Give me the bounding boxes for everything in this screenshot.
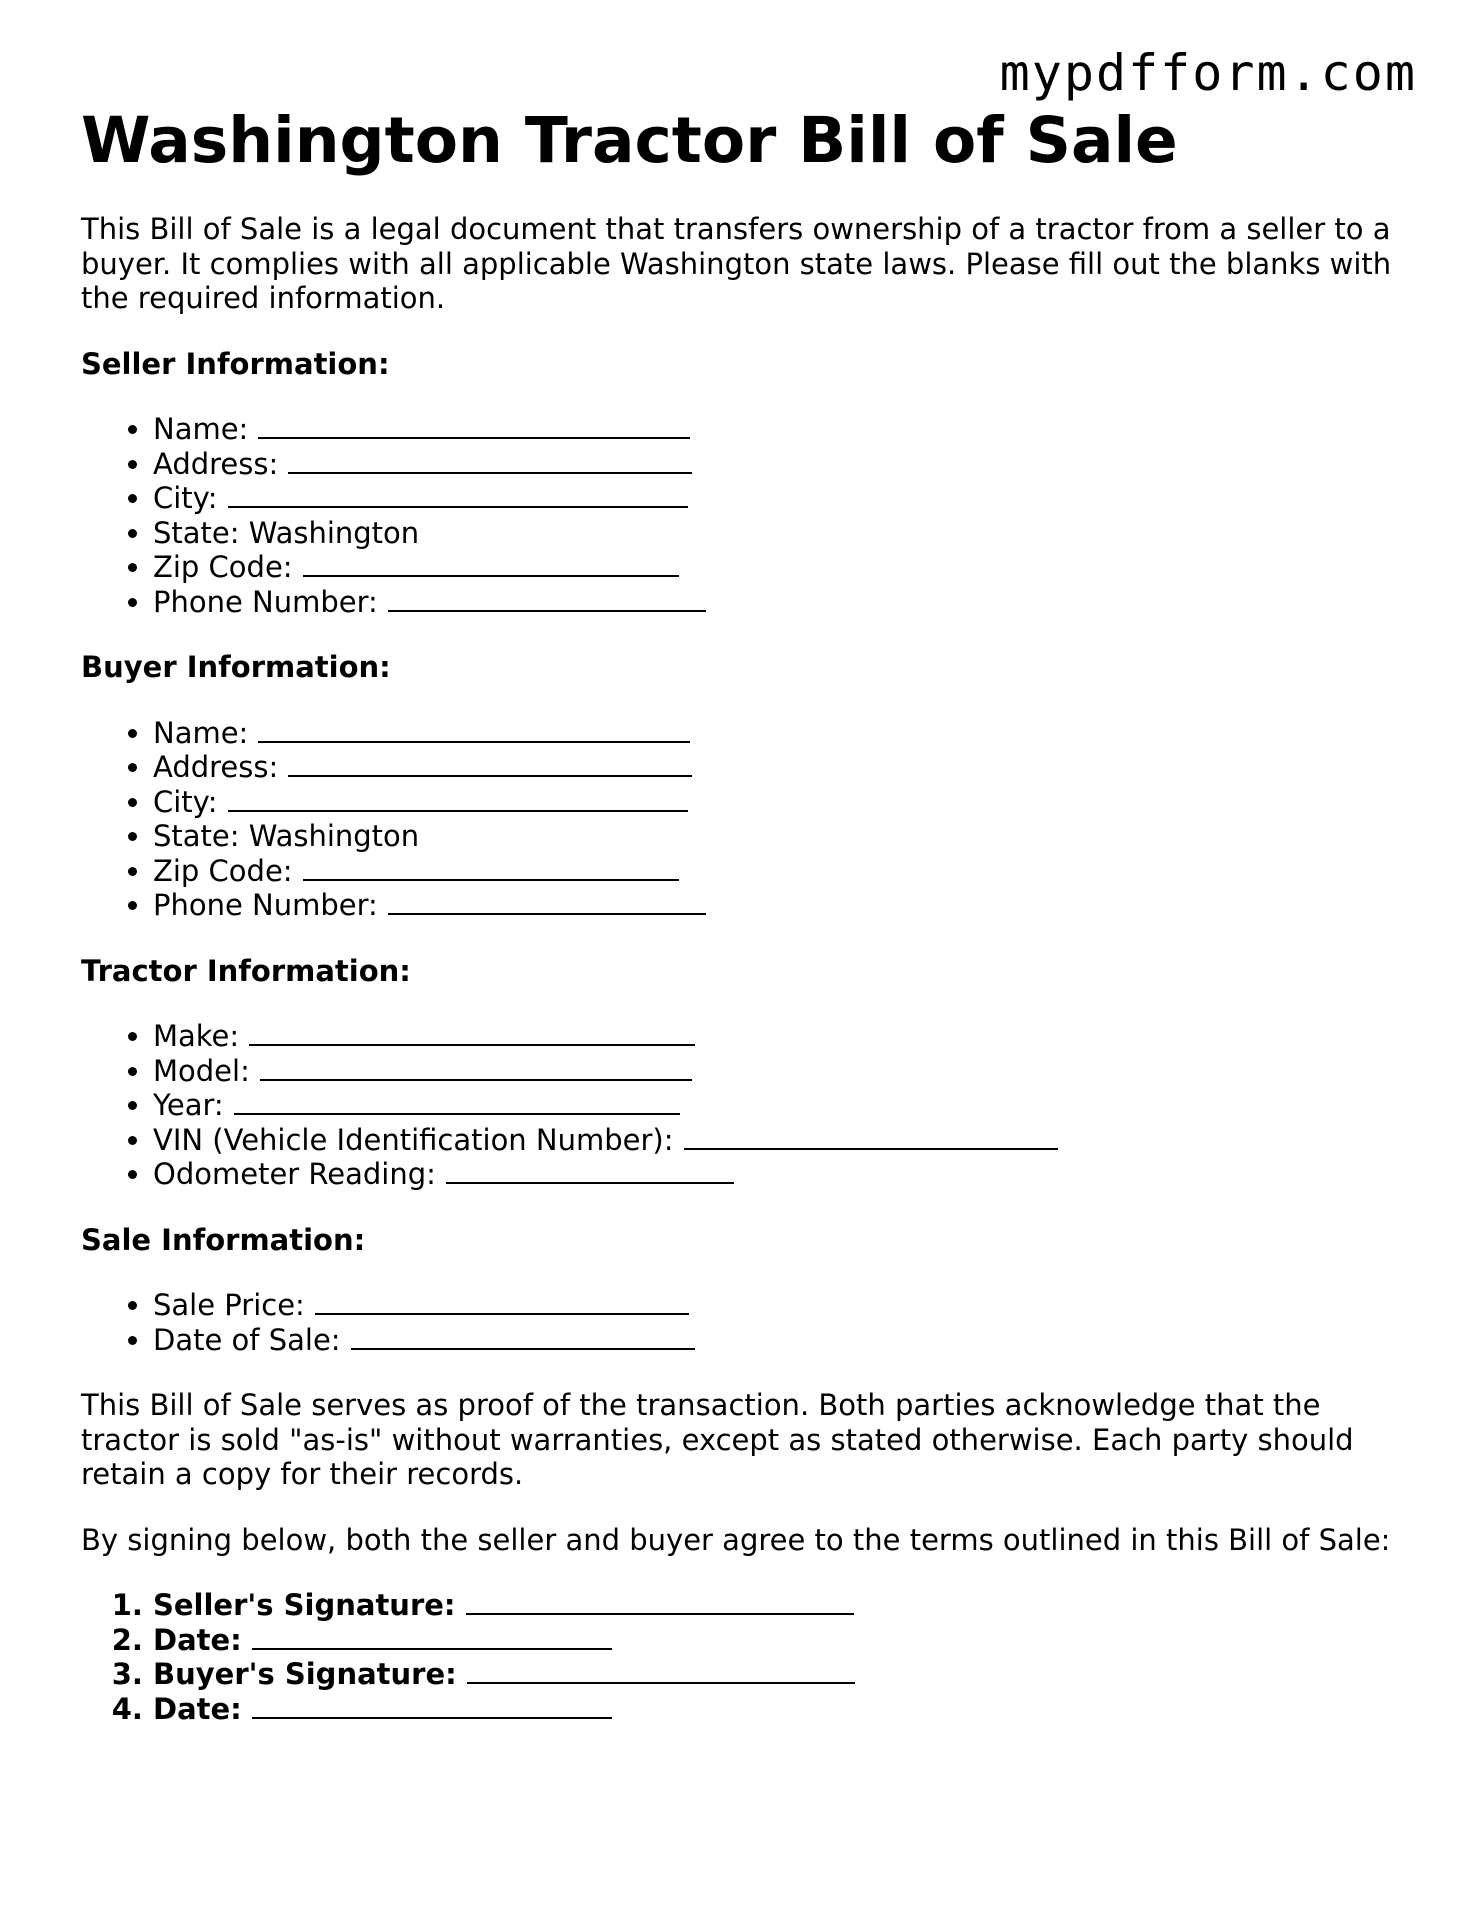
list-item	[153, 1657, 1421, 1692]
seller-signature-field[interactable]	[466, 1589, 854, 1615]
tractor-make-label: Make:	[153, 1019, 240, 1053]
tractor-model-label: Model:	[153, 1053, 250, 1088]
tractor-odometer-field[interactable]	[446, 1158, 734, 1184]
buyer-name-label: Name:	[153, 715, 249, 750]
list-item	[153, 1123, 1421, 1158]
tractor-year-field[interactable]	[234, 1089, 680, 1115]
list-item	[153, 412, 1421, 447]
page-title: Washington Tractor Bill of Sale	[81, 104, 1178, 177]
seller-zip-label: Zip Code:	[153, 550, 293, 584]
tractor-odometer-label: Odometer Reading:	[153, 1157, 436, 1191]
watermark: mypdfform.com	[999, 44, 1417, 102]
list-item	[153, 785, 1421, 820]
seller-date-label: Date:	[153, 1622, 242, 1657]
seller-section-heading: Seller Information:	[81, 346, 390, 381]
agreement-paragraph: By signing below, both the seller and buyer agree to the terms outlined in this Bill of Sale:	[81, 1522, 1391, 1557]
buyer-phone-field[interactable]	[388, 889, 706, 915]
list-item	[153, 716, 1421, 751]
buyer-address-field[interactable]	[288, 751, 692, 777]
buyer-city-label: City:	[153, 784, 218, 819]
tractor-vin-field[interactable]	[684, 1124, 1058, 1150]
closing-paragraph: This Bill of Sale serves as proof of the transaction. Both parties acknowledge that the tractor is sold "as-is" without warranties, except as stated otherwise. Each party should retain a copy for their records.	[81, 1388, 1354, 1491]
document-page	[81, 104, 1421, 1726]
buyer-address-label: Address:	[153, 750, 279, 784]
seller-fields-list	[81, 412, 1421, 619]
buyer-name-field[interactable]	[258, 717, 690, 743]
seller-city-field[interactable]	[228, 482, 688, 508]
seller-address-label: Address:	[153, 446, 279, 481]
sale-date-field[interactable]	[351, 1324, 695, 1350]
list-item	[153, 516, 1421, 551]
list-item	[153, 854, 1421, 889]
tractor-year-label: Year:	[153, 1088, 224, 1122]
signature-list	[81, 1588, 1421, 1726]
sale-fields-list	[81, 1288, 1421, 1357]
list-item	[153, 550, 1421, 585]
seller-phone-field[interactable]	[388, 586, 706, 612]
list-item	[153, 481, 1421, 516]
buyer-section-heading: Buyer Information:	[81, 650, 391, 684]
buyer-state-label: State: Washington	[153, 819, 420, 853]
list-item	[153, 750, 1421, 785]
seller-name-label: Name:	[153, 412, 249, 446]
seller-address-field[interactable]	[288, 448, 692, 474]
list-item	[153, 1054, 1421, 1089]
list-item	[153, 1288, 1421, 1323]
list-item	[153, 888, 1421, 923]
list-item	[153, 819, 1421, 854]
tractor-make-field[interactable]	[249, 1020, 695, 1046]
seller-state-label: State: Washington	[153, 515, 420, 550]
seller-phone-label: Phone Number:	[153, 584, 378, 619]
buyer-signature-label: Buyer's Signature:	[153, 1657, 457, 1691]
seller-name-field[interactable]	[258, 413, 690, 439]
intro-paragraph: This Bill of Sale is a legal document that transfers ownership of a tractor from a seller to a buyer. It complies with all applicable Washington state laws. Please fill out the blanks with the required information.	[81, 212, 1392, 315]
buyer-date-field[interactable]	[252, 1693, 612, 1719]
sale-price-field[interactable]	[315, 1289, 689, 1315]
list-item	[153, 585, 1421, 620]
sale-section-heading: Sale Information:	[81, 1222, 366, 1257]
buyer-city-field[interactable]	[228, 786, 688, 812]
buyer-fields-list	[81, 716, 1421, 923]
seller-city-label: City:	[153, 481, 218, 515]
buyer-zip-label: Zip Code:	[153, 853, 293, 888]
list-item	[153, 447, 1421, 482]
list-item	[153, 1323, 1421, 1358]
list-item	[153, 1157, 1421, 1192]
list-item	[153, 1588, 1421, 1623]
seller-date-field[interactable]	[252, 1624, 612, 1650]
tractor-vin-label: VIN (Vehicle Identification Number):	[153, 1122, 674, 1157]
tractor-fields-list	[81, 1019, 1421, 1192]
tractor-model-field[interactable]	[260, 1055, 692, 1081]
seller-signature-label: Seller's Signature:	[153, 1588, 456, 1622]
list-item	[153, 1019, 1421, 1054]
sale-price-label: Sale Price:	[153, 1288, 305, 1322]
list-item	[153, 1088, 1421, 1123]
buyer-date-label: Date:	[153, 1691, 242, 1726]
tractor-section-heading: Tractor Information:	[81, 953, 411, 988]
sale-date-label: Date of Sale:	[153, 1322, 341, 1357]
list-item	[153, 1623, 1421, 1658]
buyer-zip-field[interactable]	[303, 855, 679, 881]
list-item	[153, 1692, 1421, 1727]
seller-zip-field[interactable]	[303, 551, 679, 577]
buyer-phone-label: Phone Number:	[153, 888, 378, 922]
buyer-signature-field[interactable]	[467, 1658, 855, 1684]
